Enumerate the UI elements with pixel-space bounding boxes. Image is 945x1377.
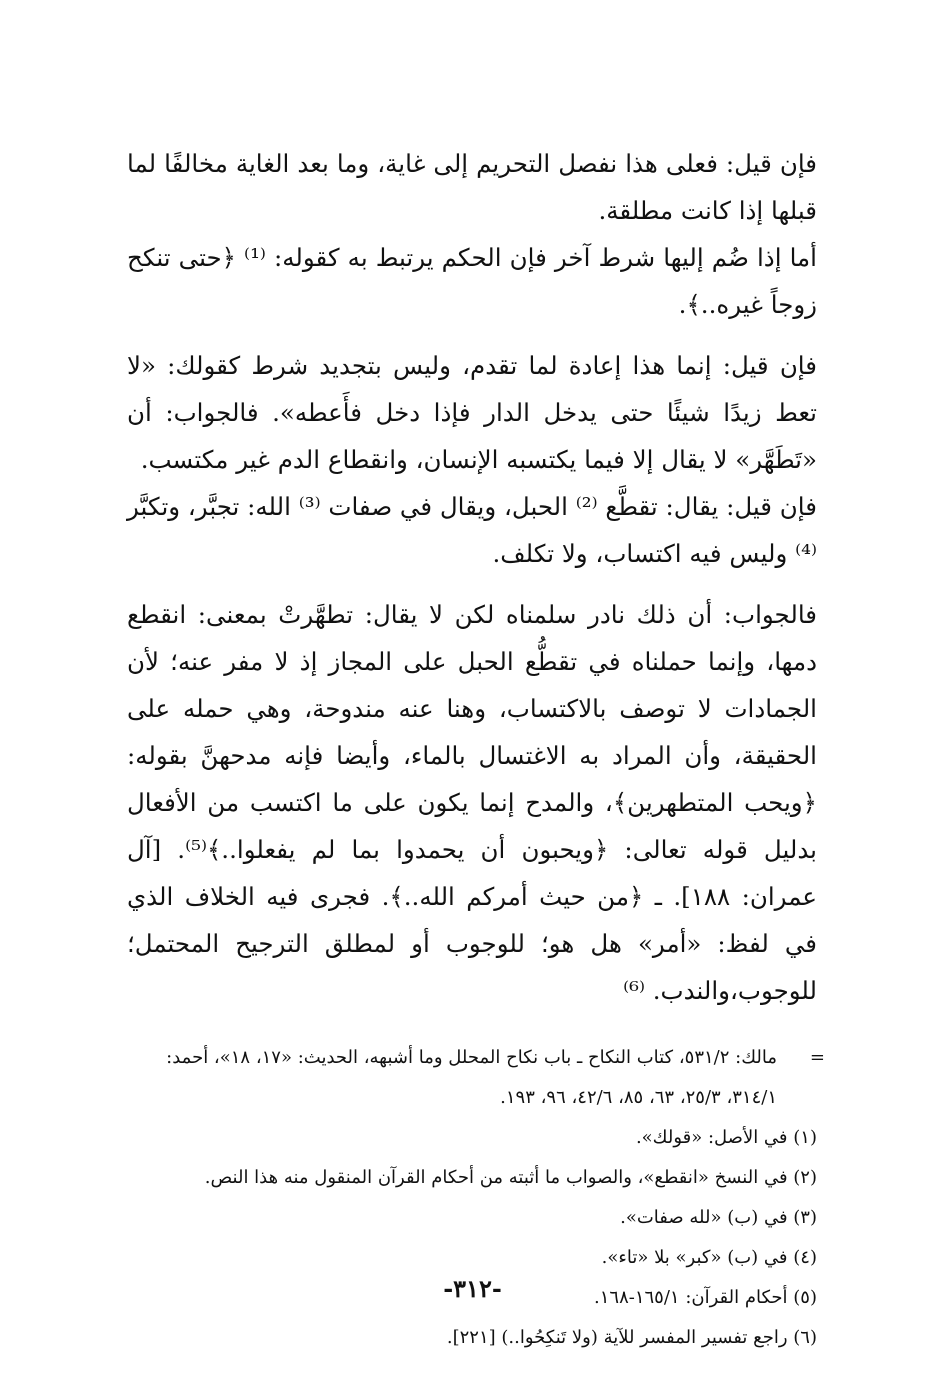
paragraph-gap — [127, 328, 817, 342]
footnote-continuation — [127, 1038, 825, 1118]
footnote-1: (١) في الأصل: «قولك». — [635, 1127, 817, 1148]
footnotes-section — [127, 1038, 825, 1358]
paragraph-3: فإن قيل: إنما هذا إعادة لما تقدم، وليس بتجديد شرط كقولك: «لا تعط زيدًا شيئًا حتى يدخل الدار فإذا دخل فأَعطه». فالجواب: أن «تَطَهَّر» لا يقال إلا فيما يكتسبه الإنسان، وانقطاع الدم غير مكتسب. — [127, 351, 817, 474]
footnote-continuation-text: مالك: ٥٣١/٢، كتاب النكاح ـ باب نكاح المحلل وما أشبهه، الحديث: «١٧، ١٨»، أحمد: ٣١٤/١، ٢٥/٣، ٦٣، ٨٥، ٤٢/٦، ٩٦، ١٩٣. — [166, 1047, 777, 1108]
paragraph-5: فالجواب: أن ذلك نادر سلمناه لكن لا يقال: تطهَّرتْ بمعنى: انقطع دمها، وإنما حملناه في تقطُّع الحبل على المجاز إذ لا مفر عنه؛ لأن الجمادات لا توصف بالاكتساب، وهنا عنه مندوحة، وهي حمله على الحقيقة، وأن المراد به الاغتسال بالماء، وأيضا فإنه مدحهنَّ بقوله: ﴿ويحب المتطهرين﴾، والمدح إنما يكون على ما اكتسب من الأفعال بدليل قوله تعالى: ﴿ويحبون أن يحمدوا بما لم يفعلوا..﴾⁽⁵⁾. [آل عمران: ١٨٨]. ـ ﴿من حيث أمركم الله..﴾. فجرى فيه الخلاف الذي في لفظ: «أمر» هل هو؛ للوجوب أو لمطلق الترجيح المحتمل؛ للوجوب،والندب. ⁽⁶⁾ — [127, 600, 817, 1005]
paragraph-1: فإن قيل: فعلى هذا نفصل التحريم إلى غاية، وما بعد الغاية مخالفًا لما قبلها إذا كانت مطلقة. — [127, 149, 817, 225]
footnote-3: (٣) في (ب) «لله صفات». — [620, 1207, 817, 1228]
paragraph-4: فإن قيل: يقال: تقطَّع ⁽²⁾ الحبل، ويقال في صفات ⁽³⁾ الله: تجبَّر، وتكبَّر ⁽⁴⁾ وليس فيه اكتساب، ولا تكلف. — [127, 492, 817, 568]
page-body — [127, 140, 825, 1358]
paragraph-2: أما إذا ضُم إليها شرط آخر فإن الحكم يرتبط به كقوله: ⁽¹⁾ ﴿حتى تنكح زوجاً غيره..﴾. — [127, 243, 817, 319]
footnote-5: (٥) أحكام القرآن: ١٦٥/١-١٦٨. — [594, 1287, 817, 1308]
footnote-4: (٤) في (ب) «كبر» بلا «تاء». — [601, 1247, 817, 1268]
paragraph-gap — [127, 577, 817, 591]
footnote-2: (٢) في النسخ «انقطع»، والصواب ما أثبته من أحكام القرآن المنقول منه هذا النص. — [204, 1167, 817, 1188]
footnote-6: (٦) راجع تفسير المفسر للآية (ولا تَنكِحُوا..) [٢٢١]. — [446, 1327, 817, 1348]
continuation-marker: = — [809, 1047, 825, 1068]
page-number: -٣١٢- — [443, 1274, 502, 1303]
